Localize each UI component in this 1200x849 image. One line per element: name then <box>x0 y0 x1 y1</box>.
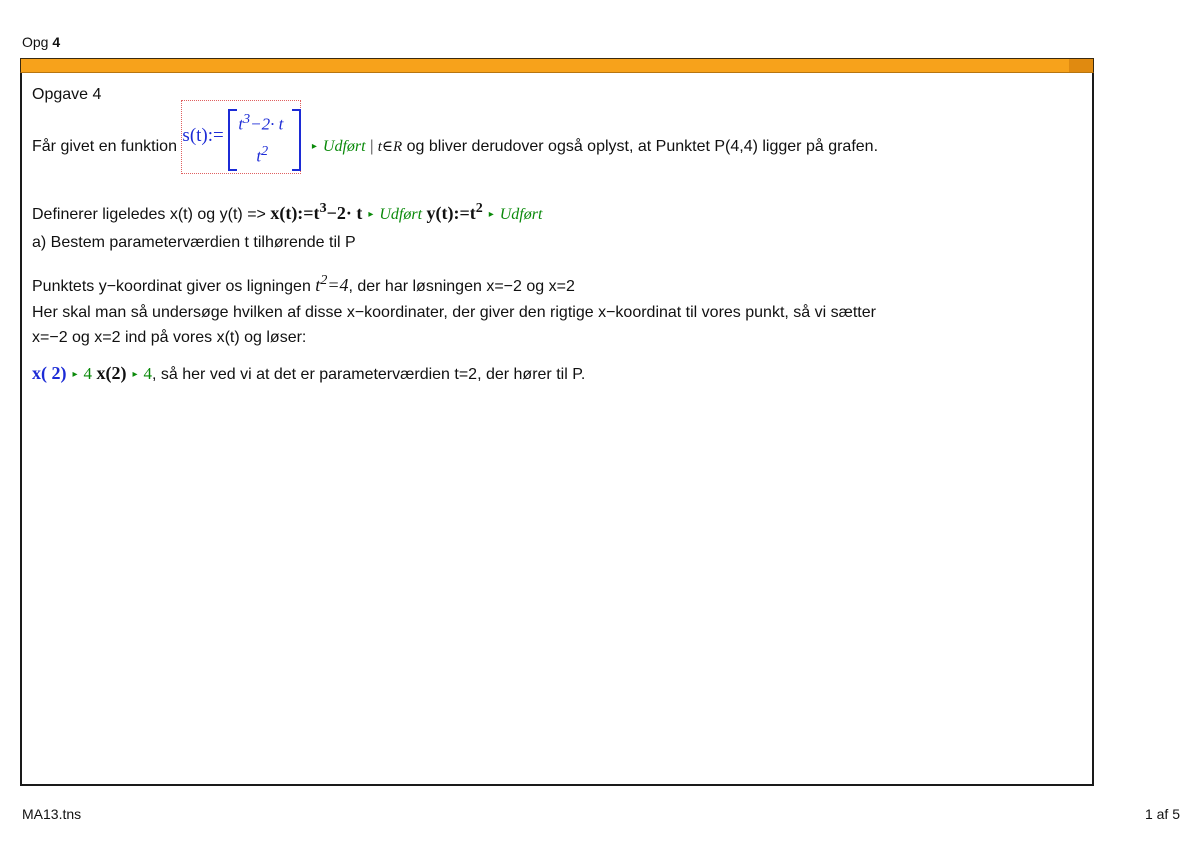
y-definition[interactable]: $y(t):=t^2$ <box>426 201 483 223</box>
calc-input-1[interactable]: x( 2) <box>32 363 67 383</box>
line-definitions <box>32 198 542 226</box>
result-text: Udført <box>322 138 366 156</box>
text: , så her ved vi at det er parameterværdien t=2, der hører til P. <box>152 366 586 383</box>
question-a: a) Bestem parameterværdien t tilhørende til P <box>32 234 356 251</box>
calc-result-1: 4 <box>83 364 93 383</box>
result-arrow-icon: ▸ <box>72 368 78 380</box>
paragraph-line-2: x=−2 og x=2 ind på vores x(t) og løser: <box>32 329 307 346</box>
matrix-row-1: $t^3-2\cdot t$ <box>238 112 284 134</box>
text: og bliver derudover også oplyst, at Punktet P(4,4) ligger på grafen. <box>406 138 879 156</box>
heading: Opgave 4 <box>32 86 102 103</box>
calc-result-2: 4 <box>143 364 153 383</box>
matrix-row-2: $t^2$ <box>256 144 269 166</box>
equation[interactable]: $t^2=4$ <box>315 273 349 295</box>
footer-filename: MA13.tns <box>22 806 82 822</box>
text: Punktets y−koordinat giver os ligningen <box>32 278 311 295</box>
result-arrow-icon: ▸ <box>311 141 317 152</box>
page-frame <box>20 58 1094 786</box>
line-calculation <box>32 362 585 386</box>
s-definition: s(t):= <box>182 125 224 146</box>
math-box-s[interactable] <box>181 100 301 174</box>
text: Definerer ligeledes x(t) og y(t) => <box>32 206 266 223</box>
condition: t∈R <box>377 139 403 156</box>
header-prefix: Opg <box>22 34 49 50</box>
x-result: Udført <box>379 206 423 223</box>
header-number: 4 <box>52 34 61 50</box>
paragraph-line-1: Her skal man så undersøge hvilken af disse x−koordinater, der giver den rigtige x−koordinat til vores punkt, så vi sætter <box>32 304 876 321</box>
y-result: Udført <box>499 206 543 223</box>
result-arrow-icon: ▸ <box>488 208 494 220</box>
result-arrow-icon: ▸ <box>368 208 374 220</box>
calc-input-2[interactable]: x(2) <box>96 363 127 383</box>
page-topbar <box>20 58 1094 73</box>
footer-page-number: 1 af 5 <box>1144 806 1180 822</box>
text: Får givet en funktion <box>32 138 177 156</box>
document-header <box>22 34 60 50</box>
line-equation <box>32 270 575 298</box>
text: , der har løsningen x=−2 og x=2 <box>348 278 575 295</box>
result-arrow-icon: ▸ <box>132 368 138 380</box>
line-function-definition: Får givet en funktion s(t):= $t^3-2\cdot t$ $t^2$ ▸ Udført | t∈R og bliver derudover også oplyst, at Punktet P(4,4) ligger på grafen. <box>32 120 878 174</box>
x-definition[interactable]: $x(t):=t^3-2\cdot t$ <box>270 201 363 223</box>
